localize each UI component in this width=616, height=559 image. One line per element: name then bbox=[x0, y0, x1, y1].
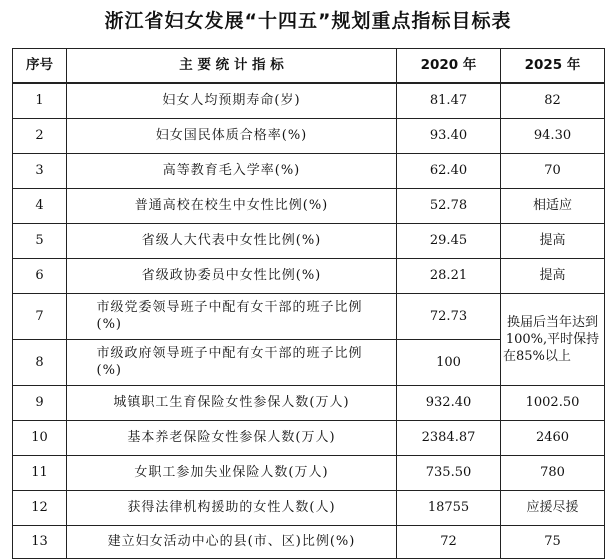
seq-cell: 3 bbox=[13, 153, 67, 188]
table-row bbox=[13, 223, 605, 258]
value-2020-cell: 932.40 bbox=[397, 385, 501, 420]
indicator-cell: 妇女人均预期寿命(岁) bbox=[67, 83, 397, 118]
seq-cell: 1 bbox=[13, 83, 67, 118]
indicator-cell bbox=[67, 339, 397, 385]
page-title: 浙江省妇女发展“十四五”规划重点指标目标表 bbox=[104, 10, 512, 32]
indicator-cell: 妇女国民体质合格率(%) bbox=[67, 118, 397, 153]
value-2025-cell: 94.30 bbox=[501, 118, 605, 153]
value-2020-cell: 52.78 bbox=[397, 188, 501, 223]
table-row bbox=[13, 525, 605, 558]
indicator-table bbox=[12, 48, 605, 559]
seq-cell: 9 bbox=[13, 385, 67, 420]
indicator-cell: 建立妇女活动中心的县(市、区)比例(%) bbox=[67, 525, 397, 558]
value-2020-cell: 62.40 bbox=[397, 153, 501, 188]
value-2020-cell: 81.47 bbox=[397, 83, 501, 118]
seq-cell: 5 bbox=[13, 223, 67, 258]
header-indicator: 主 要 统 计 指 标 bbox=[67, 49, 397, 84]
indicator-cell: 省级政协委员中女性比例(%) bbox=[67, 258, 397, 293]
table-row bbox=[13, 455, 605, 490]
table-header-row bbox=[13, 49, 605, 84]
value-2025-cell: 780 bbox=[501, 455, 605, 490]
header-2025: 2025 年 bbox=[501, 49, 605, 84]
value-2020-cell: 72 bbox=[397, 525, 501, 558]
seq-cell: 13 bbox=[13, 525, 67, 558]
header-seq: 序号 bbox=[13, 49, 67, 84]
table-row bbox=[13, 153, 605, 188]
indicator-text: 市级党委领导班子中配有女干部的班子比例(%) bbox=[96, 300, 363, 332]
table-row bbox=[13, 258, 605, 293]
seq-cell: 12 bbox=[13, 490, 67, 525]
value-2020-cell: 100 bbox=[397, 339, 501, 385]
value-2020-cell: 735.50 bbox=[397, 455, 501, 490]
value-2025-cell: 2460 bbox=[501, 420, 605, 455]
value-2025-cell: 75 bbox=[501, 525, 605, 558]
table-row bbox=[13, 385, 605, 420]
table-row bbox=[13, 293, 605, 339]
indicator-cell: 女职工参加失业保险人数(万人) bbox=[67, 455, 397, 490]
seq-cell: 8 bbox=[13, 339, 67, 385]
indicator-text: 市级政府领导班子中配有女干部的班子比例(%) bbox=[96, 346, 363, 378]
table-row bbox=[13, 188, 605, 223]
value-2025-cell: 1002.50 bbox=[501, 385, 605, 420]
value-2025-cell: 提高 bbox=[501, 223, 605, 258]
indicator-cell: 城镇职工生育保险女性参保人数(万人) bbox=[67, 385, 397, 420]
value-2025-cell: 70 bbox=[501, 153, 605, 188]
seq-cell: 6 bbox=[13, 258, 67, 293]
indicator-cell: 获得法律机构援助的女性人数(人) bbox=[67, 490, 397, 525]
value-2020-cell: 72.73 bbox=[397, 293, 501, 339]
value-2025-cell: 应援尽援 bbox=[501, 490, 605, 525]
seq-cell: 2 bbox=[13, 118, 67, 153]
header-2020: 2020 年 bbox=[397, 49, 501, 84]
seq-cell: 11 bbox=[13, 455, 67, 490]
table-row bbox=[13, 420, 605, 455]
value-2025-cell: 提高 bbox=[501, 258, 605, 293]
merged-2025-note-cell: 换届后当年达到100%,平时保持在85%以上 bbox=[501, 293, 605, 385]
indicator-cell: 基本养老保险女性参保人数(万人) bbox=[67, 420, 397, 455]
value-2025-cell: 相适应 bbox=[501, 188, 605, 223]
indicator-cell: 高等教育毛入学率(%) bbox=[67, 153, 397, 188]
indicator-cell bbox=[67, 293, 397, 339]
value-2020-cell: 28.21 bbox=[397, 258, 501, 293]
value-2025-cell: 82 bbox=[501, 83, 605, 118]
seq-cell: 10 bbox=[13, 420, 67, 455]
value-2020-cell: 93.40 bbox=[397, 118, 501, 153]
seq-cell: 4 bbox=[13, 188, 67, 223]
value-2020-cell: 29.45 bbox=[397, 223, 501, 258]
table-row bbox=[13, 83, 605, 118]
indicator-cell: 普通高校在校生中女性比例(%) bbox=[67, 188, 397, 223]
value-2020-cell: 18755 bbox=[397, 490, 501, 525]
value-2020-cell: 2384.87 bbox=[397, 420, 501, 455]
table-row bbox=[13, 118, 605, 153]
seq-cell: 7 bbox=[13, 293, 67, 339]
indicator-cell: 省级人大代表中女性比例(%) bbox=[67, 223, 397, 258]
table-row bbox=[13, 490, 605, 525]
